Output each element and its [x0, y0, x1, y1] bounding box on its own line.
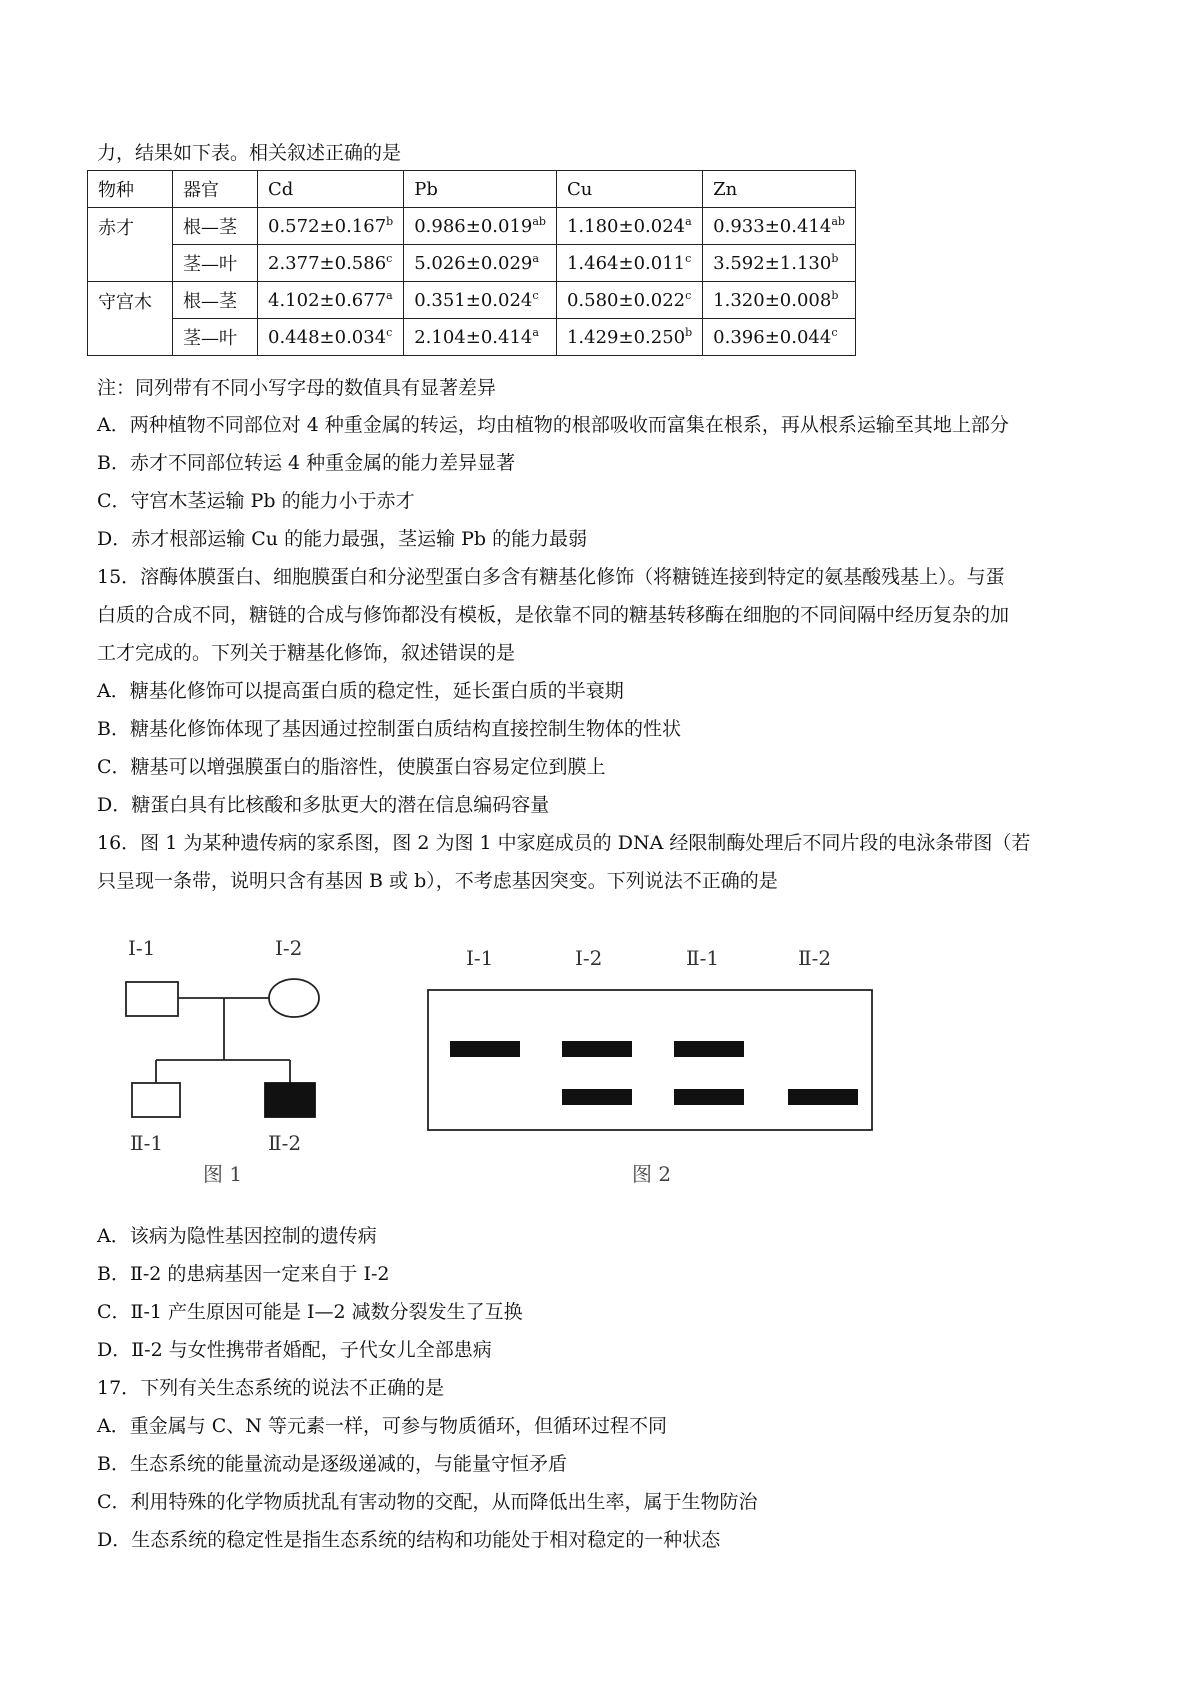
pedigree-figure: [110, 935, 350, 1185]
value-cell: 1.180±0.024$^a$: [556, 208, 702, 245]
q15-option-c: C．糖基可以增强膜蛋白的脂溶性，使膜蛋白容易定位到膜上: [97, 756, 606, 778]
label-i1: Ⅰ-1: [128, 936, 156, 960]
q16-option-c: C．Ⅱ-1 产生原因可能是 I—2 减数分裂发生了互换: [97, 1301, 523, 1323]
header-organ: 器官: [173, 171, 258, 208]
band-i2-upper: [562, 1041, 632, 1057]
q17-option-c: C．利用特殊的化学物质扰乱有害动物的交配，从而降低出生率，属于生物防治: [97, 1491, 758, 1513]
q16-option-a: A．该病为隐性基因控制的遗传病: [97, 1225, 377, 1247]
fig1-caption: 图 1: [203, 1162, 243, 1185]
table-row: [88, 319, 856, 356]
header-cu: Cu: [556, 171, 702, 208]
band-i2-lower: [562, 1089, 632, 1105]
value-cell: 0.933±0.414$^{ab}$: [703, 208, 856, 245]
species-cell: 赤才: [88, 208, 173, 282]
value-cell: 2.104±0.414$^a$: [404, 319, 557, 356]
q14-option-d: D．赤才根部运输 Cu 的能力最强，茎运输 Pb 的能力最弱: [97, 528, 588, 550]
q14-option-b: B．赤才不同部位转运 4 种重金属的能力差异显著: [97, 452, 516, 474]
value-cell: 1.320±0.008$^b$: [703, 282, 856, 319]
band-ii1-lower: [674, 1089, 744, 1105]
value-cell: 3.592±1.130$^b$: [703, 245, 856, 282]
label-ii1: Ⅱ-1: [130, 1131, 164, 1155]
table-note: 注：同列带有不同小写字母的数值具有显著差异: [97, 377, 497, 399]
q15-option-d: D．糖蛋白具有比核酸和多肽更大的潜在信息编码容量: [97, 794, 550, 816]
q15-stem-line: 白质的合成不同，糖链的合成与修饰都没有模板，是依靠不同的糖基转移酶在细胞的不同间隔中经历复杂的加: [97, 604, 1010, 626]
value-cell: 1.464±0.011$^c$: [556, 245, 702, 282]
q15-option-b: B．糖基化修饰体现了基因通过控制蛋白质结构直接控制生物体的性状: [97, 718, 681, 740]
q17-option-a: A．重金属与 C、N 等元素一样，可参与物质循环，但循环过程不同: [97, 1415, 667, 1437]
q15-stem-line: 工才完成的。下列关于糖基化修饰，叙述错误的是: [97, 642, 516, 664]
lane-label-ii1: Ⅱ-1: [686, 946, 720, 970]
q15-stem-line: 15．溶酶体膜蛋白、细胞膜蛋白和分泌型蛋白多含有糖基化修饰（将糖链连接到特定的氨基酸残基上）。与蛋: [97, 566, 1005, 588]
q16-stem-line: 只呈现一条带，说明只含有基因 B 或 b），不考虑基因突变。下列说法不正确的是: [97, 870, 778, 892]
q16-option-d: D．Ⅱ-2 与女性携带者婚配，子代女儿全部患病: [97, 1339, 492, 1361]
species-cell: 守宫木: [88, 282, 173, 356]
value-cell: 1.429±0.250$^b$: [556, 319, 702, 356]
female-unaffected-i2: [269, 979, 319, 1017]
q16-stem-line: 16．图 1 为某种遗传病的家系图，图 2 为图 1 中家庭成员的 DNA 经限制酶处理后不同片段的电泳条带图（若: [97, 832, 1031, 854]
lane-label-i2: Ⅰ-2: [575, 946, 603, 970]
gel-frame: [428, 990, 872, 1130]
q17-option-b: B．生态系统的能量流动是逐级递减的，与能量守恒矛盾: [97, 1453, 567, 1475]
organ-cell: 茎—叶: [173, 245, 258, 282]
label-i2: Ⅰ-2: [275, 936, 303, 960]
value-cell: 2.377±0.586$^c$: [258, 245, 404, 282]
value-cell: 5.026±0.029$^a$: [404, 245, 557, 282]
table-row: [88, 245, 856, 282]
band-ii1-upper: [674, 1041, 744, 1057]
heavy-metal-table: [87, 170, 856, 356]
header-pb: Pb: [404, 171, 557, 208]
organ-cell: 根—茎: [173, 282, 258, 319]
table-row: [88, 282, 856, 319]
value-cell: 0.572±0.167$^b$: [258, 208, 404, 245]
electrophoresis-figure: [420, 935, 890, 1185]
q16-option-b: B．Ⅱ-2 的患病基因一定来自于 I-2: [97, 1263, 390, 1285]
lane-label-ii2: Ⅱ-2: [798, 946, 832, 970]
value-cell: 4.102±0.677$^a$: [258, 282, 404, 319]
value-cell: 0.351±0.024$^c$: [404, 282, 557, 319]
value-cell: 0.448±0.034$^c$: [258, 319, 404, 356]
band-ii2-lower: [788, 1089, 858, 1105]
fig2-caption: 图 2: [632, 1162, 672, 1185]
value-cell: 0.396±0.044$^c$: [703, 319, 856, 356]
header-cd: Cd: [258, 171, 404, 208]
organ-cell: 根—茎: [173, 208, 258, 245]
intro-text: 力，结果如下表。相关叙述正确的是: [97, 142, 402, 164]
value-cell: 0.986±0.019$^{ab}$: [404, 208, 557, 245]
table-header-row: [88, 171, 856, 208]
header-species: 物种: [88, 171, 173, 208]
band-i1-upper: [450, 1041, 520, 1057]
male-unaffected-i1: [126, 982, 178, 1016]
label-ii2: Ⅱ-2: [268, 1131, 302, 1155]
q14-option-c: C．守宫木茎运输 Pb 的能力小于赤才: [97, 490, 415, 512]
q17-stem: 17．下列有关生态系统的说法不正确的是: [97, 1377, 445, 1399]
q14-option-a: A．两种植物不同部位对 4 种重金属的转运，均由植物的根部吸收而富集在根系，再从根系运输至其地上部分: [97, 414, 1009, 436]
table-row: [88, 208, 856, 245]
header-zn: Zn: [703, 171, 856, 208]
lane-label-i1: Ⅰ-1: [466, 946, 494, 970]
organ-cell: 茎—叶: [173, 319, 258, 356]
male-unaffected-ii1: [132, 1083, 180, 1117]
q15-option-a: A．糖基化修饰可以提高蛋白质的稳定性，延长蛋白质的半衰期: [97, 680, 624, 702]
value-cell: 0.580±0.022$^c$: [556, 282, 702, 319]
q17-option-d: D．生态系统的稳定性是指生态系统的结构和功能处于相对稳定的一种状态: [97, 1529, 721, 1551]
male-affected-ii2: [265, 1083, 315, 1117]
